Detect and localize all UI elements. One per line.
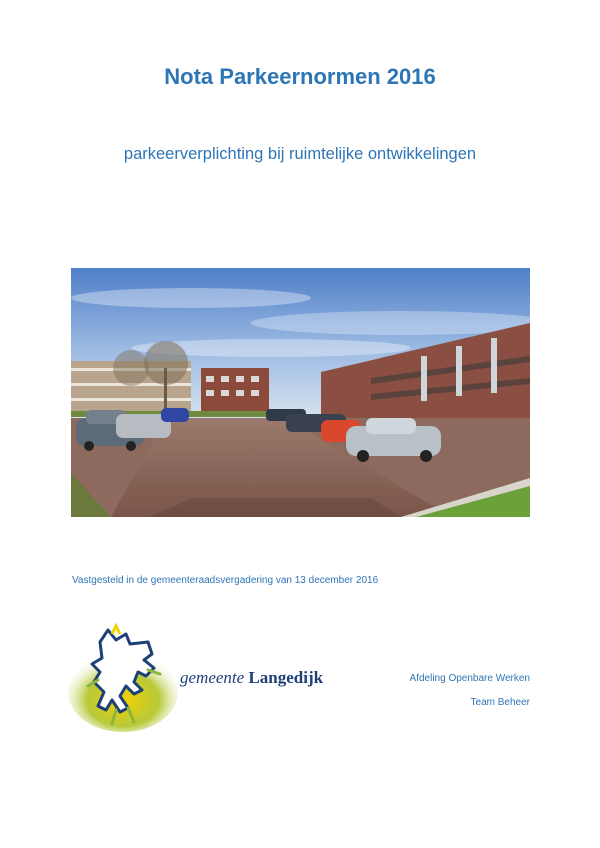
lion-crest-icon	[68, 620, 178, 735]
department-label: Afdeling Openbare Werken	[409, 673, 530, 684]
document-subtitle: parkeerverplichting bij ruimtelijke ontwikkelingen	[123, 145, 477, 163]
cover-photo-parking-lot	[71, 268, 530, 517]
adoption-date-line: Vastgesteld in de gemeenteraadsvergadering van 13 december 2016	[72, 575, 379, 586]
municipality-name	[180, 668, 323, 688]
team-label: Team Beheer	[470, 697, 530, 708]
logo-name: Langedijk	[248, 668, 324, 687]
document-title: Nota Parkeernormen 2016	[164, 64, 436, 89]
logo-prefix: gemeente	[180, 668, 245, 687]
